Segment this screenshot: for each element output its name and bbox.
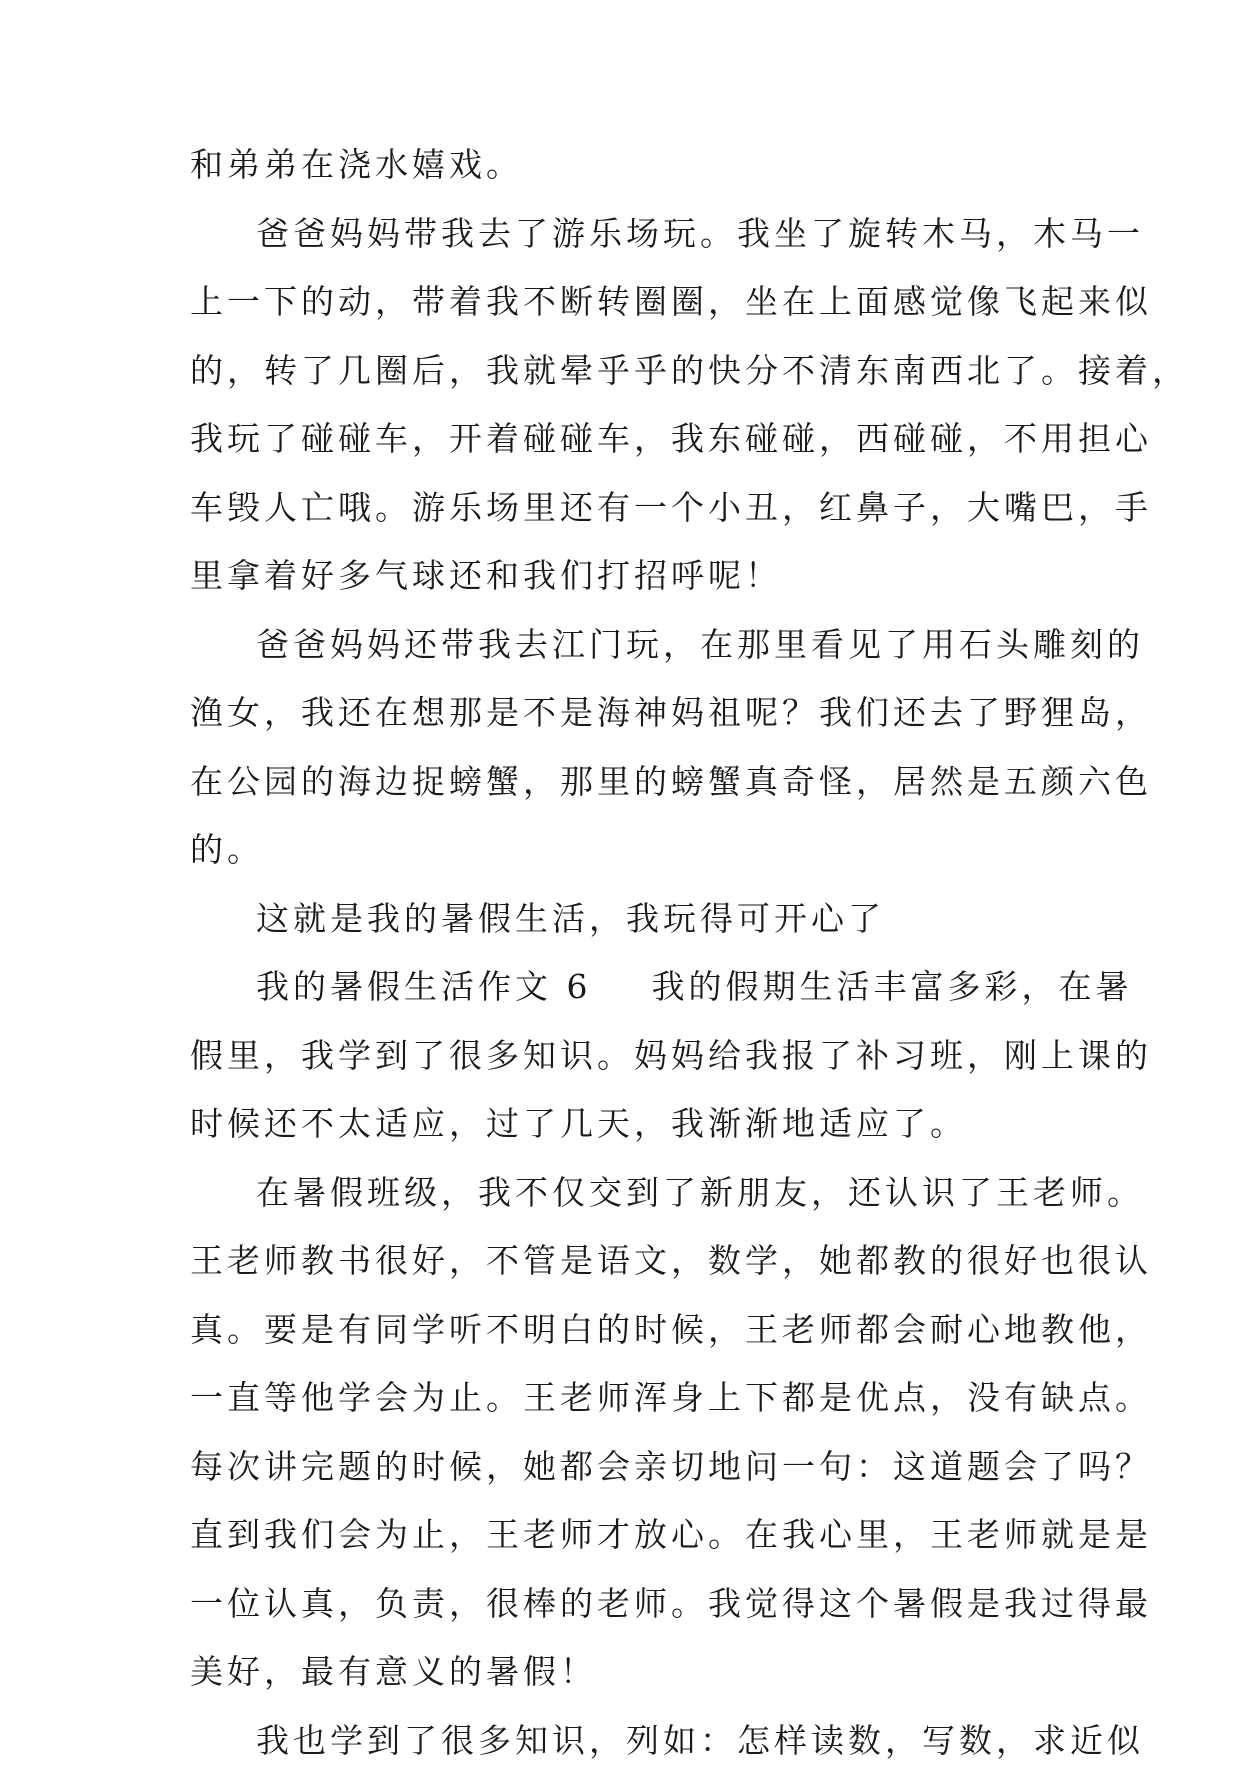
text-line: 车毁人亡哦。游乐场里还有一个小丑，红鼻子，大嘴巴，手 (190, 487, 1152, 527)
text-line: 真。要是有同学听不明白的时候，王老师都会耐心地教他， (190, 1309, 1152, 1349)
text-line: 在暑假班级，我不仅交到了新朋友，还认识了王老师。 (256, 1172, 1144, 1212)
text-line: 和弟弟在浇水嬉戏。 (190, 145, 523, 184)
text-line: 假里，我学到了很多知识。妈妈给我报了补习班，刚上课的 (190, 1035, 1152, 1075)
text-line: 在公园的海边捉螃蟹，那里的螃蟹真奇怪，居然是五颜六色 (190, 761, 1152, 801)
text-line: 直到我们会为止，王老师才放心。在我心里，王老师就是是 (190, 1515, 1152, 1554)
text-line: 这就是我的暑假生活，我玩得可开心了 (256, 898, 885, 938)
text-line: 的，转了几圈后，我就晕乎乎的快分不清东南西北了。接着， (190, 350, 1189, 390)
text-line: 的。 (190, 830, 264, 869)
text-line: 渔女，我还在想那是不是海神妈祖呢？我们还去了野狸岛， (190, 693, 1152, 732)
text-line: 美好，最有意义的暑假！ (190, 1652, 597, 1691)
text-line: 时候还不太适应，过了几天，我渐渐地适应了。 (190, 1104, 967, 1143)
text-line: 一位认真，负责，很棒的老师。我觉得这个暑假是我过得最 (190, 1583, 1152, 1623)
text-line: 里拿着好多气球还和我们打招呼呢！ (190, 556, 782, 595)
essay-first-line: 我的假期生活丰富多彩，在暑 (651, 967, 1133, 1006)
text-line: 上一下的动，带着我不断转圈圈，坐在上面感觉像飞起来似 (190, 282, 1152, 321)
text-line: 每次讲完题的时候，她都会亲切地问一句：这道题会了吗？ (190, 1446, 1152, 1486)
text-line (256, 952, 1136, 1022)
text-line: 爸爸妈妈还带我去江门玩，在那里看见了用石头雕刻的 (256, 624, 1144, 664)
text-line: 爸爸妈妈带我去了游乐场玩。我坐了旋转木马，木马一 (256, 213, 1144, 253)
text-line: 一直等他学会为止。王老师浑身上下都是优点，没有缺点。 (190, 1378, 1152, 1417)
text-line: 我也学到了很多知识，列如：怎样读数，写数，求近似 (256, 1720, 1144, 1760)
essay-title: 我的暑假生活作文 6 (256, 967, 592, 1006)
text-line: 我玩了碰碰车，开着碰碰车，我东碰碰，西碰碰，不用担心 (190, 419, 1152, 458)
text-line: 王老师教书很好，不管是语文，数学，她都教的很好也很认 (190, 1241, 1152, 1280)
